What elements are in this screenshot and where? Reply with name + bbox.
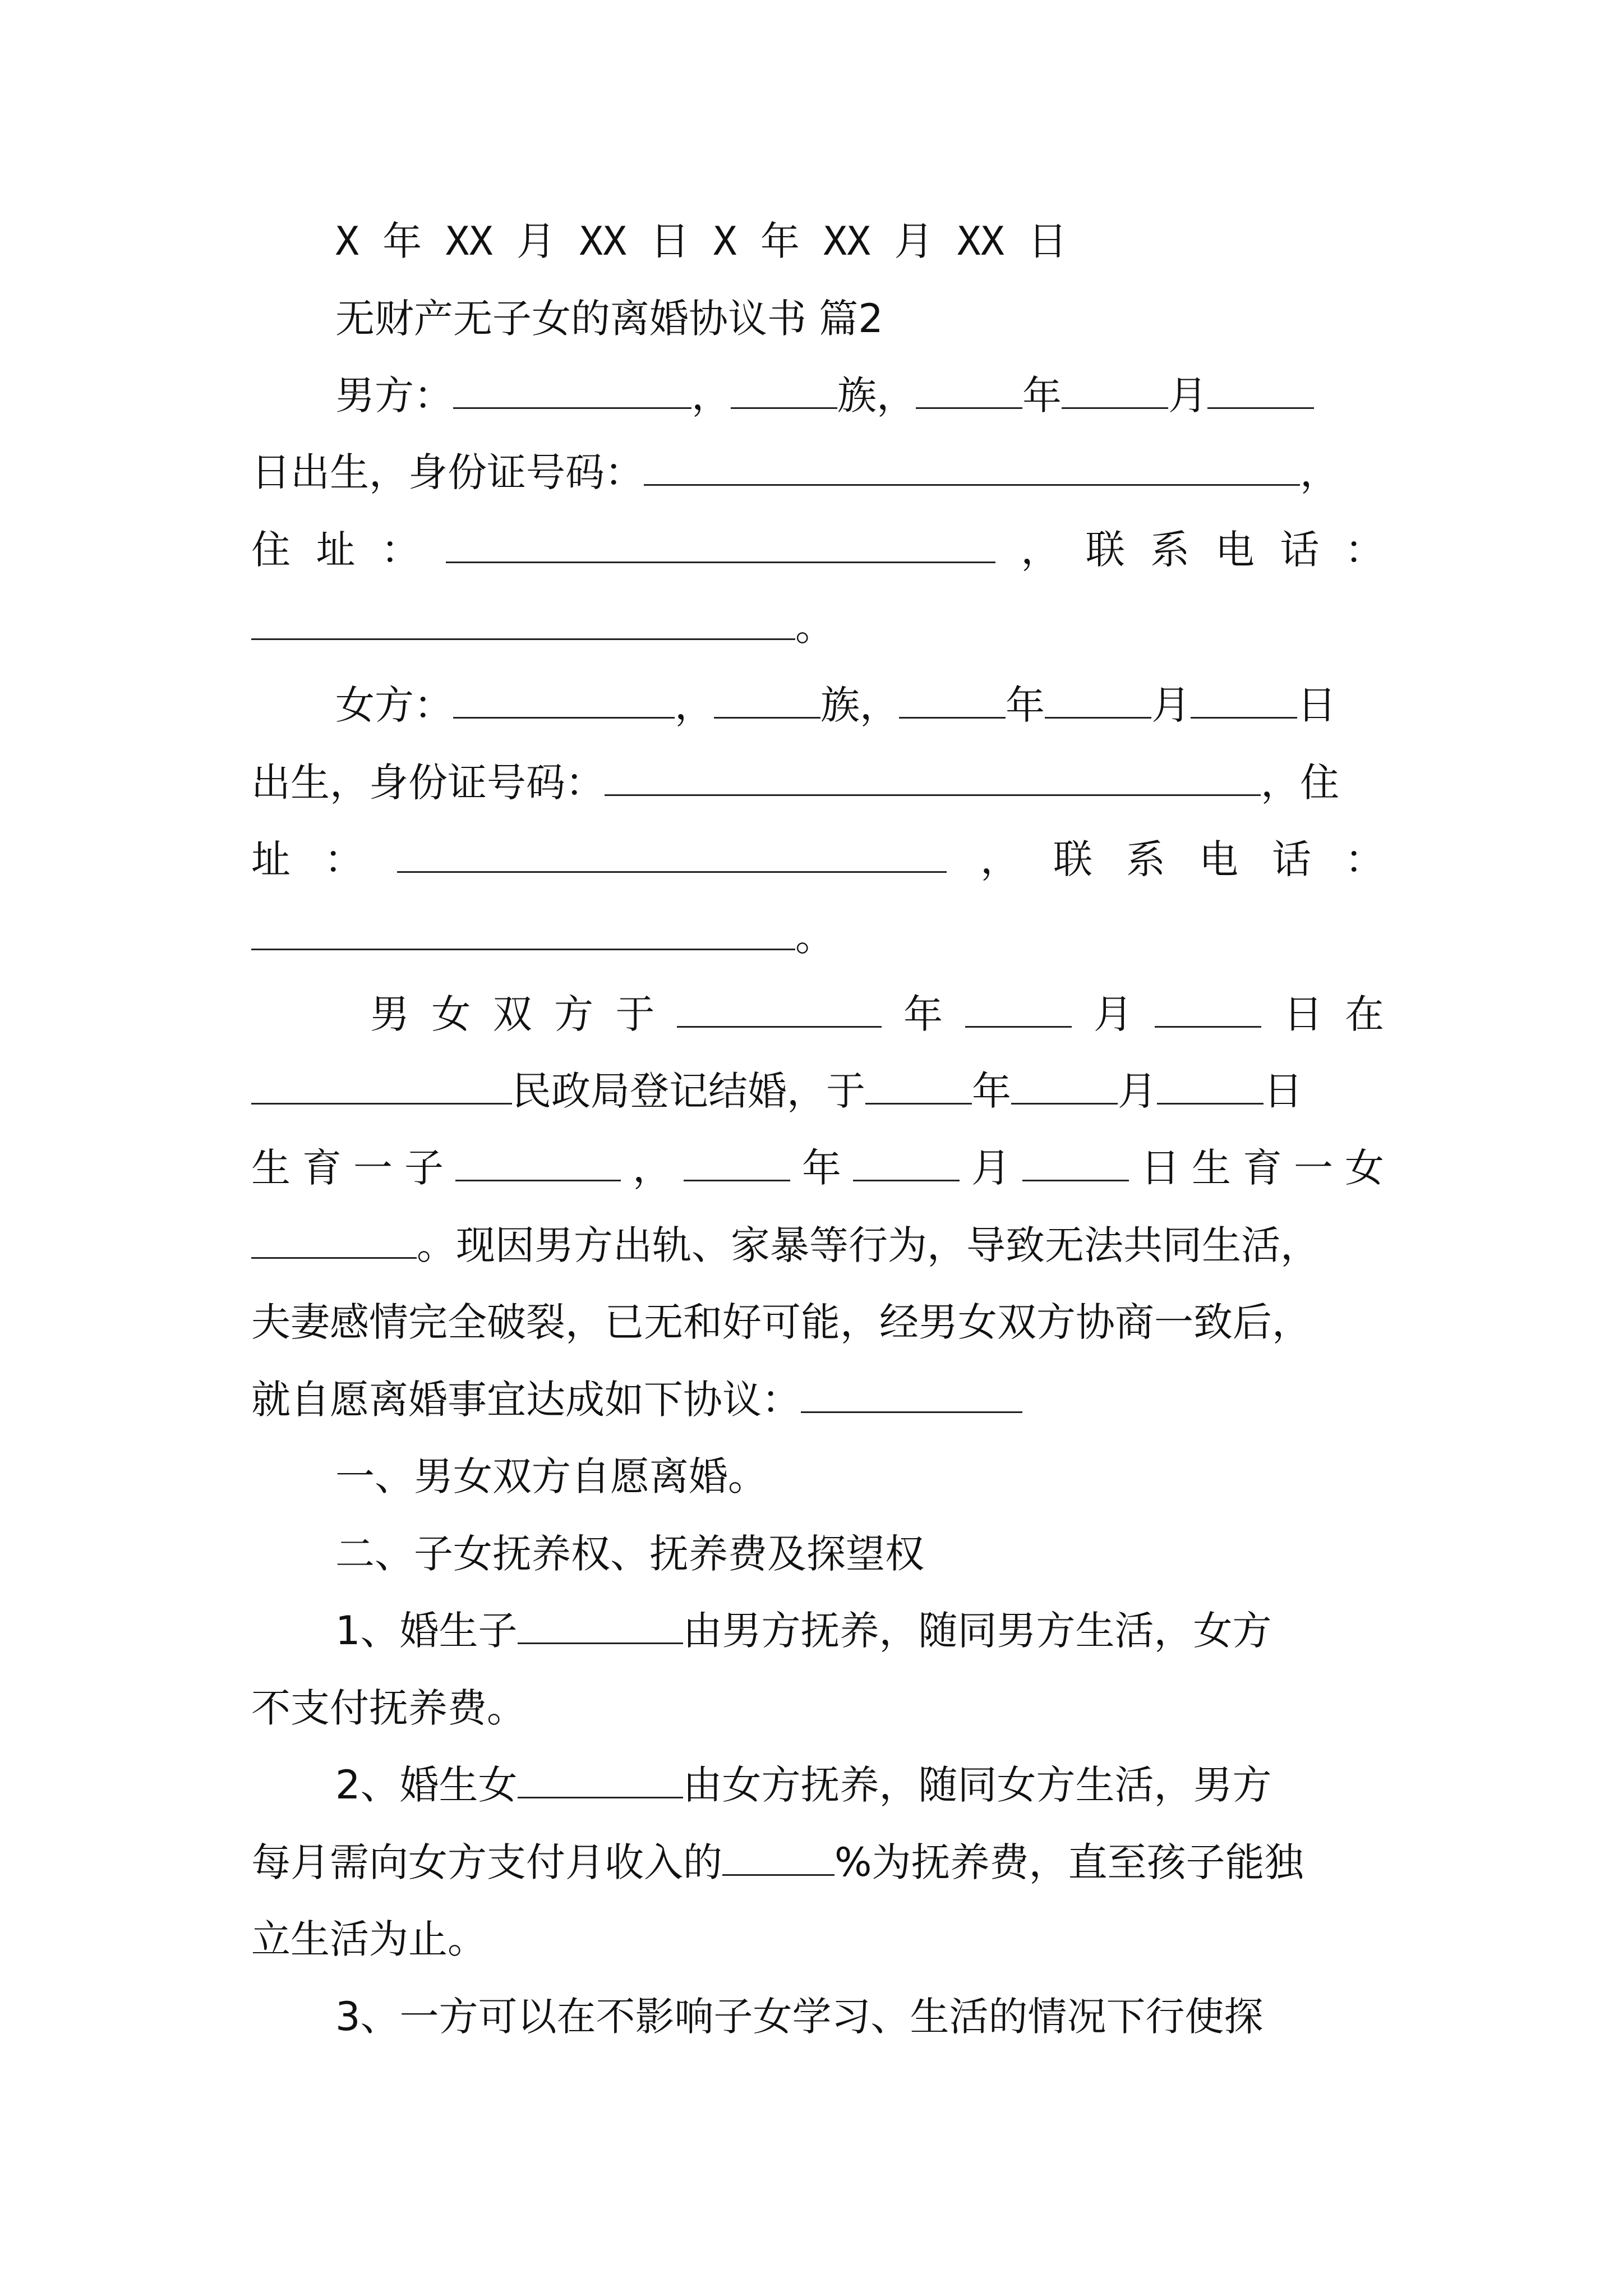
phone-char: 系: [1150, 527, 1190, 573]
phone-char: 电: [1199, 836, 1238, 882]
clause-2-1-line-2: [251, 1674, 1384, 1742]
bureau-text: 民政局登记结婚，于: [512, 1068, 865, 1114]
marriage-line-6: [251, 1366, 1384, 1433]
male-line-3: [251, 516, 1384, 583]
year-label: 年: [972, 1068, 1011, 1114]
comma: ，: [633, 1145, 672, 1191]
female-ethnicity-blank[interactable]: [714, 680, 820, 719]
comma: ，: [675, 682, 714, 728]
text-char: 日: [1141, 1145, 1180, 1191]
addr-char: ：: [324, 836, 363, 882]
marriage-line-3: [251, 1134, 1384, 1202]
phone-char: ：: [1344, 527, 1384, 573]
female-day-blank[interactable]: [1191, 680, 1297, 719]
marriage-line-4: [251, 1212, 1384, 1279]
male-id-blank[interactable]: [644, 447, 1300, 486]
reason-text: 就自愿离婚事宜达成如下协议：: [251, 1377, 801, 1423]
text-char: 育: [1243, 1145, 1282, 1191]
female-phone-blank[interactable]: [251, 912, 795, 950]
period: 。: [795, 914, 834, 960]
son-year-blank[interactable]: [865, 1066, 972, 1105]
female-year-blank[interactable]: [899, 680, 1006, 719]
id-label: 身份证号码：: [408, 449, 644, 495]
daughter-custody-blank[interactable]: [518, 1760, 683, 1798]
male-line-4: [251, 593, 1384, 660]
female-line-1: [335, 671, 1384, 739]
reason-text: 夫妻感情完全破裂，已无和好可能，经男女双方协商一致后，: [251, 1299, 1311, 1345]
female-line-3: [251, 826, 1384, 893]
clause-2-1-line-1: [335, 1597, 1384, 1664]
month-label: 月: [1168, 372, 1207, 418]
male-day-blank[interactable]: [1207, 370, 1314, 409]
phone-char: 电: [1215, 527, 1255, 573]
text-char: 在: [1344, 991, 1384, 1037]
clause-2-2-line-1: [335, 1751, 1384, 1819]
male-month-blank[interactable]: [1062, 370, 1168, 409]
month-label: 月: [1151, 682, 1191, 728]
year-label: 年: [903, 991, 943, 1037]
date-line: [335, 208, 1384, 275]
text-char: 子: [404, 1145, 444, 1191]
clause-2: [335, 1520, 1384, 1588]
son-name-blank[interactable]: [455, 1143, 621, 1181]
clause-text: 每月需向女方支付月收入的: [251, 1839, 722, 1885]
born-label: 出生，: [251, 760, 369, 806]
text-char: 双: [492, 991, 532, 1037]
phone-char: 系: [1126, 836, 1165, 882]
female-address-blank[interactable]: [397, 834, 947, 873]
text-char: 女: [1345, 1145, 1384, 1191]
phone-char: ：: [1345, 836, 1384, 882]
marriage-line-5: [251, 1289, 1384, 1356]
marriage-year-blank[interactable]: [677, 989, 882, 1028]
clause-text: %为抚养费，直至孩子能独: [834, 1839, 1304, 1885]
female-id-blank[interactable]: [605, 757, 1261, 796]
text-char: 生: [251, 1145, 291, 1191]
phone-char: 联: [1085, 527, 1125, 573]
clause-text: 1、婚生子: [335, 1608, 518, 1654]
date-text: X 年 XX 月 XX 日 X 年 XX 月 XX 日: [335, 218, 1068, 264]
month-label: 月: [1118, 1068, 1157, 1114]
phone-char: 话: [1272, 836, 1311, 882]
female-line-2: [251, 749, 1384, 816]
percentage-blank[interactable]: [722, 1837, 834, 1876]
marriage-line-2: [251, 1057, 1384, 1125]
marriage-month-blank[interactable]: [965, 989, 1072, 1028]
phone-char: ，: [1021, 527, 1061, 573]
month-label: 月: [1093, 991, 1133, 1037]
addr-char: 址: [316, 527, 356, 573]
female-line-4: [251, 903, 1384, 970]
comma: ，: [1300, 449, 1339, 495]
ethnicity-label: 族，: [820, 682, 899, 728]
son-custody-blank[interactable]: [518, 1605, 683, 1644]
agreement-blank[interactable]: [801, 1374, 1022, 1413]
male-label: 男方：: [335, 372, 453, 418]
male-line-1: [335, 362, 1384, 429]
year-label: 年: [802, 1145, 841, 1191]
section-heading: [335, 285, 1384, 352]
clause-text: 2、婚生女: [335, 1762, 518, 1808]
text-char: 一: [1294, 1145, 1333, 1191]
period: 。: [795, 604, 834, 650]
id-label: 身份证号码：: [369, 760, 605, 806]
reason-text: 。现因男方出轨、家暴等行为，导致无法共同生活，: [417, 1222, 1320, 1268]
male-address-blank[interactable]: [446, 524, 995, 563]
ethnicity-label: 族，: [837, 372, 916, 418]
live-label: ，住: [1261, 760, 1339, 806]
clause-2-2-line-3: [251, 1906, 1384, 1973]
day-label: 日: [1264, 1068, 1303, 1114]
daughter-day-blank[interactable]: [1022, 1143, 1129, 1181]
daughter-month-blank[interactable]: [853, 1143, 960, 1181]
male-year-blank[interactable]: [916, 370, 1022, 409]
male-ethnicity-blank[interactable]: [731, 370, 837, 409]
text-char: 于: [615, 991, 655, 1037]
son-day-blank[interactable]: [1157, 1066, 1264, 1105]
phone-char: ，: [980, 836, 1020, 882]
clause-text: 由男方抚养，随同男方生活，女方: [683, 1608, 1272, 1654]
day-label: 日: [1297, 682, 1336, 728]
phone-char: 联: [1053, 836, 1092, 882]
comma: ，: [691, 372, 731, 418]
phone-char: 话: [1280, 527, 1320, 573]
female-name-blank[interactable]: [453, 680, 675, 719]
daughter-year-blank[interactable]: [684, 1143, 790, 1181]
male-line-2: [251, 439, 1384, 506]
female-label: 女方：: [335, 682, 453, 728]
clause-text: 不支付抚养费。: [251, 1685, 526, 1731]
male-name-blank[interactable]: [453, 370, 691, 409]
male-phone-blank[interactable]: [251, 601, 795, 640]
text-char: 生: [1192, 1145, 1231, 1191]
addr-char: ：: [381, 527, 421, 573]
text-char: 方: [554, 991, 594, 1037]
marriage-day-blank[interactable]: [1155, 989, 1261, 1028]
daughter-name-blank[interactable]: [251, 1220, 417, 1259]
heading-text: 无财产无子女的离婚协议书 篇2: [335, 296, 883, 342]
born-label: 日出生，: [251, 449, 408, 495]
female-month-blank[interactable]: [1045, 680, 1151, 719]
text-char: 日: [1283, 991, 1323, 1037]
clause-text: 一、男女双方自愿离婚。: [335, 1453, 767, 1499]
clause-1: [335, 1443, 1384, 1510]
addr-char: 址: [251, 836, 291, 882]
text-char: 女: [431, 991, 471, 1037]
bureau-blank[interactable]: [251, 1066, 512, 1105]
clause-text: 二、子女抚养权、抚养费及探望权: [335, 1531, 924, 1577]
clause-2-3-line-1: [335, 1983, 1384, 2050]
text-char: 育: [302, 1145, 342, 1191]
clause-text: 3、一方可以在不影响子女学习、生活的情况下行使探: [335, 1994, 1264, 2040]
addr-char: 住: [251, 527, 291, 573]
marriage-line-1: [370, 981, 1384, 1048]
year-label: 年: [1006, 682, 1045, 728]
year-label: 年: [1022, 372, 1062, 418]
text-char: 男: [370, 991, 409, 1037]
clause-text: 由女方抚养，随同女方生活，男方: [683, 1762, 1272, 1808]
clause-text: 立生活为止。: [251, 1916, 487, 1962]
text-char: 一: [353, 1145, 393, 1191]
clause-2-2-line-2: [251, 1829, 1384, 1896]
son-month-blank[interactable]: [1011, 1066, 1118, 1105]
month-label: 月: [971, 1145, 1011, 1191]
